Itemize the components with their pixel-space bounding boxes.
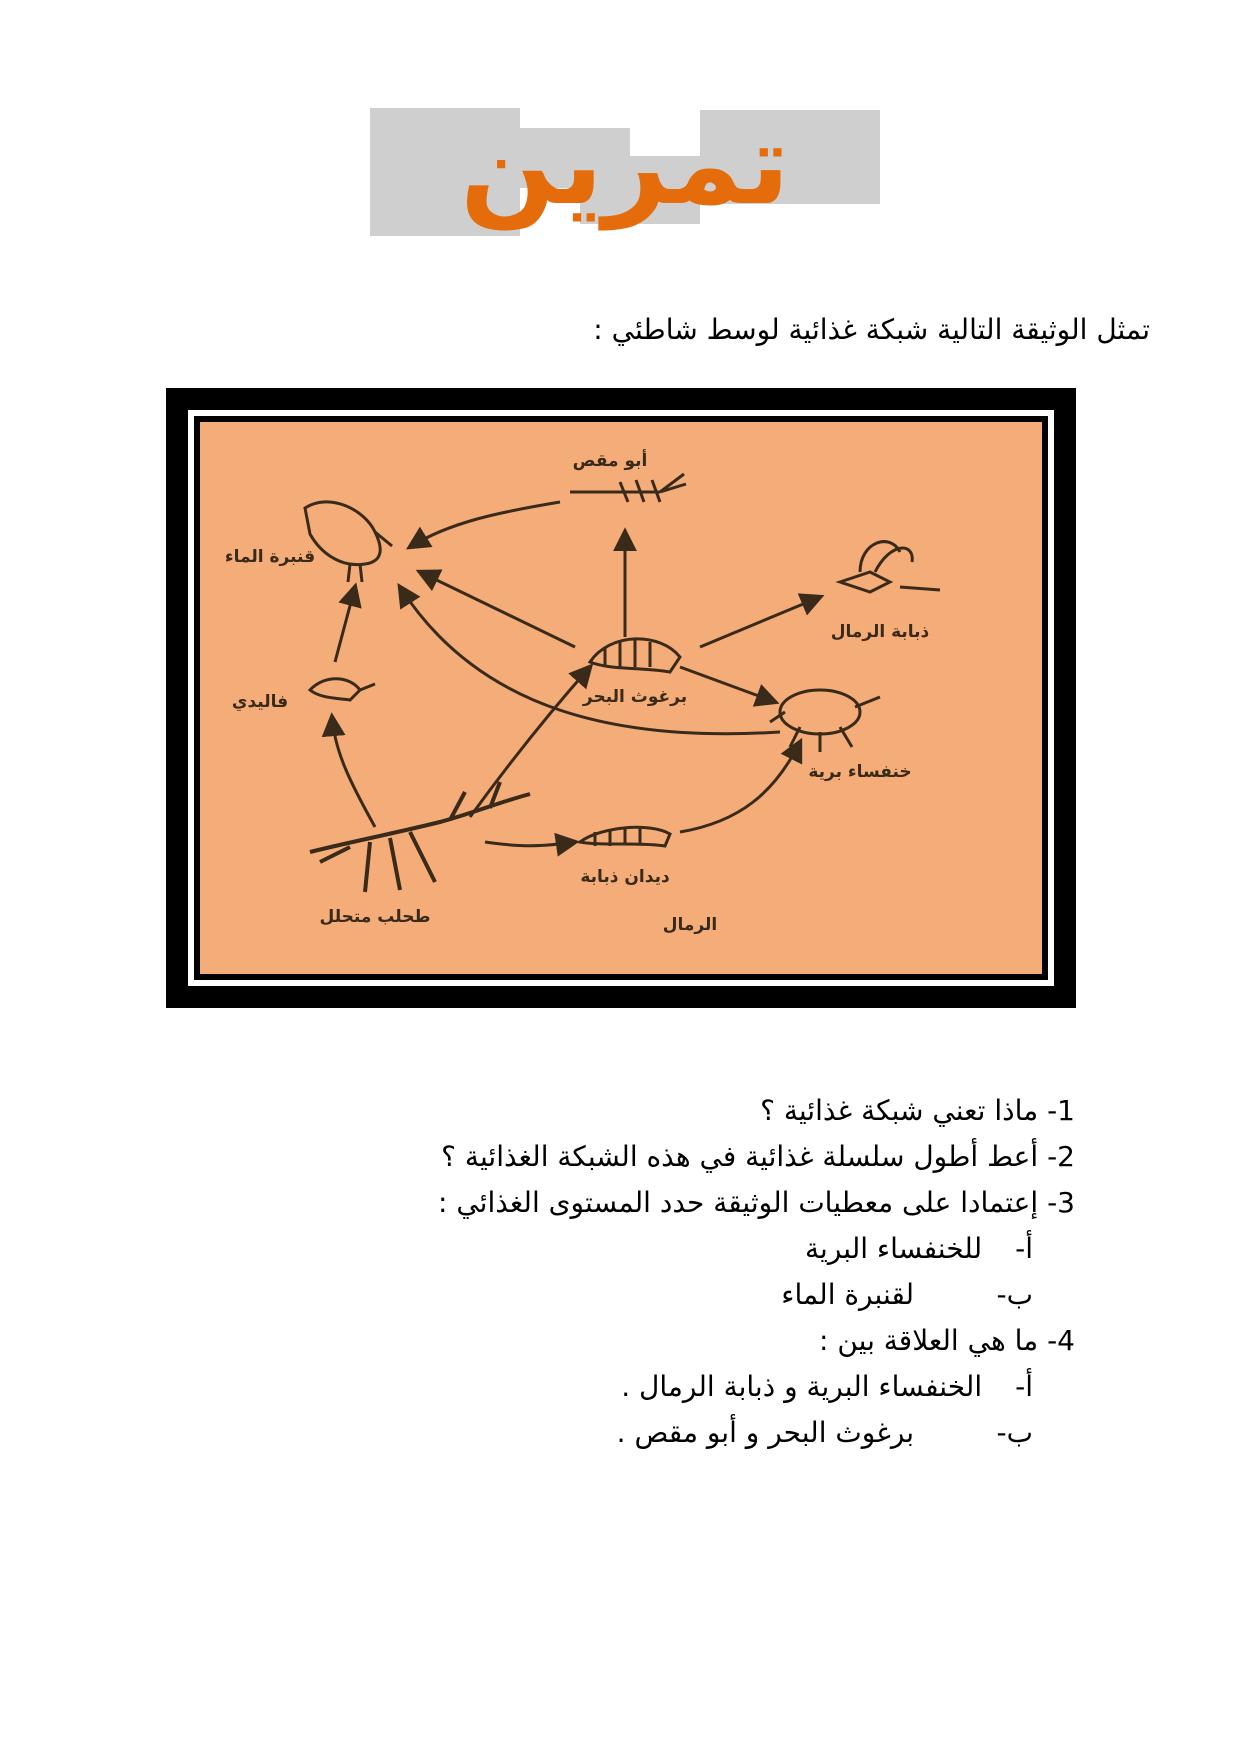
label-qunbura: قنبرة الماء	[224, 547, 316, 567]
figure-white-border	[188, 410, 1054, 986]
water-bird-icon	[305, 502, 392, 582]
arrow-larva-to-beetle	[680, 742, 800, 832]
food-web-figure	[166, 388, 1076, 1008]
question-4-text: ما هي العلاقة بين :	[819, 1324, 1039, 1357]
question-3-number: 3-	[1047, 1186, 1075, 1219]
sand-fly-icon	[840, 542, 940, 592]
question-3-a-text: للخنفساء البرية	[805, 1232, 983, 1265]
food-web-svg	[200, 422, 1042, 974]
question-1	[175, 1088, 1075, 1134]
beetle-icon	[770, 690, 880, 752]
question-4-b	[175, 1410, 1075, 1456]
intro-text: تمثل الوثيقة التالية شبكة غذائية لوسط شاطئي :	[593, 313, 1150, 346]
page-title: تمرين	[460, 100, 790, 230]
arrow-seaweed-to-amphipod	[332, 717, 375, 827]
decomposing-seaweed-icon	[310, 782, 530, 892]
arrow-amphipod-to-bird	[335, 587, 355, 662]
arrow-seaflea-to-bird	[420, 572, 575, 647]
label-barghouth: برغوث البحر	[582, 687, 688, 707]
question-3-a	[175, 1226, 1075, 1272]
figure-black-border	[194, 416, 1048, 980]
arrow-seaflea-to-sandfly	[700, 597, 820, 647]
question-4-b-letter: ب-	[996, 1416, 1033, 1449]
sand-fly-larva-icon	[580, 827, 670, 846]
arrow-earwig-to-bird	[410, 502, 560, 547]
question-3-a-letter: أ-	[1015, 1232, 1033, 1265]
question-3	[175, 1180, 1075, 1226]
sea-flea-icon	[590, 639, 680, 672]
arrow-seaweed-to-larva	[485, 842, 575, 846]
question-2	[175, 1134, 1075, 1180]
label-abu-miqas: أبو مقص	[572, 451, 648, 471]
question-4	[175, 1318, 1075, 1364]
amphipod-icon	[310, 679, 375, 700]
label-falibdi: فاليدي	[231, 692, 289, 712]
questions-list	[175, 1088, 1075, 1456]
food-web-canvas	[200, 422, 1042, 974]
question-4-number: 4-	[1047, 1324, 1075, 1357]
question-2-number: 2-	[1047, 1140, 1075, 1173]
label-alrimal: الرمال	[662, 915, 718, 935]
label-didan: ديدان ذبابة	[580, 867, 670, 887]
question-4-a-text: الخنفساء البرية و ذبابة الرمال .	[621, 1370, 983, 1403]
question-1-text: ماذا تعني شبكة غذائية ؟	[760, 1094, 1039, 1127]
question-3-b-letter: ب-	[996, 1278, 1033, 1311]
question-4-a	[175, 1364, 1075, 1410]
question-3-b	[175, 1272, 1075, 1318]
question-4-b-text: برغوث البحر و أبو مقص .	[616, 1416, 915, 1449]
label-khunfusa: خنفساء برية	[808, 762, 912, 782]
question-1-number: 1-	[1047, 1094, 1075, 1127]
arrow-seaflea-to-beetle	[680, 667, 775, 702]
label-tuhlub: طحلب متحلل	[319, 907, 431, 927]
earwig-icon	[570, 474, 686, 502]
question-3-b-text: لقنبرة الماء	[781, 1278, 915, 1311]
label-dhubabat-alrimal: ذبابة الرمال	[830, 622, 930, 642]
question-3-text: إعتمادا على معطيات الوثيقة حدد المستوى الغذائي :	[437, 1186, 1039, 1219]
question-2-text: أعط أطول سلسلة غذائية في هذه الشبكة الغذائية ؟	[441, 1140, 1039, 1173]
question-4-a-letter: أ-	[1015, 1370, 1033, 1403]
title-banner	[370, 90, 880, 240]
